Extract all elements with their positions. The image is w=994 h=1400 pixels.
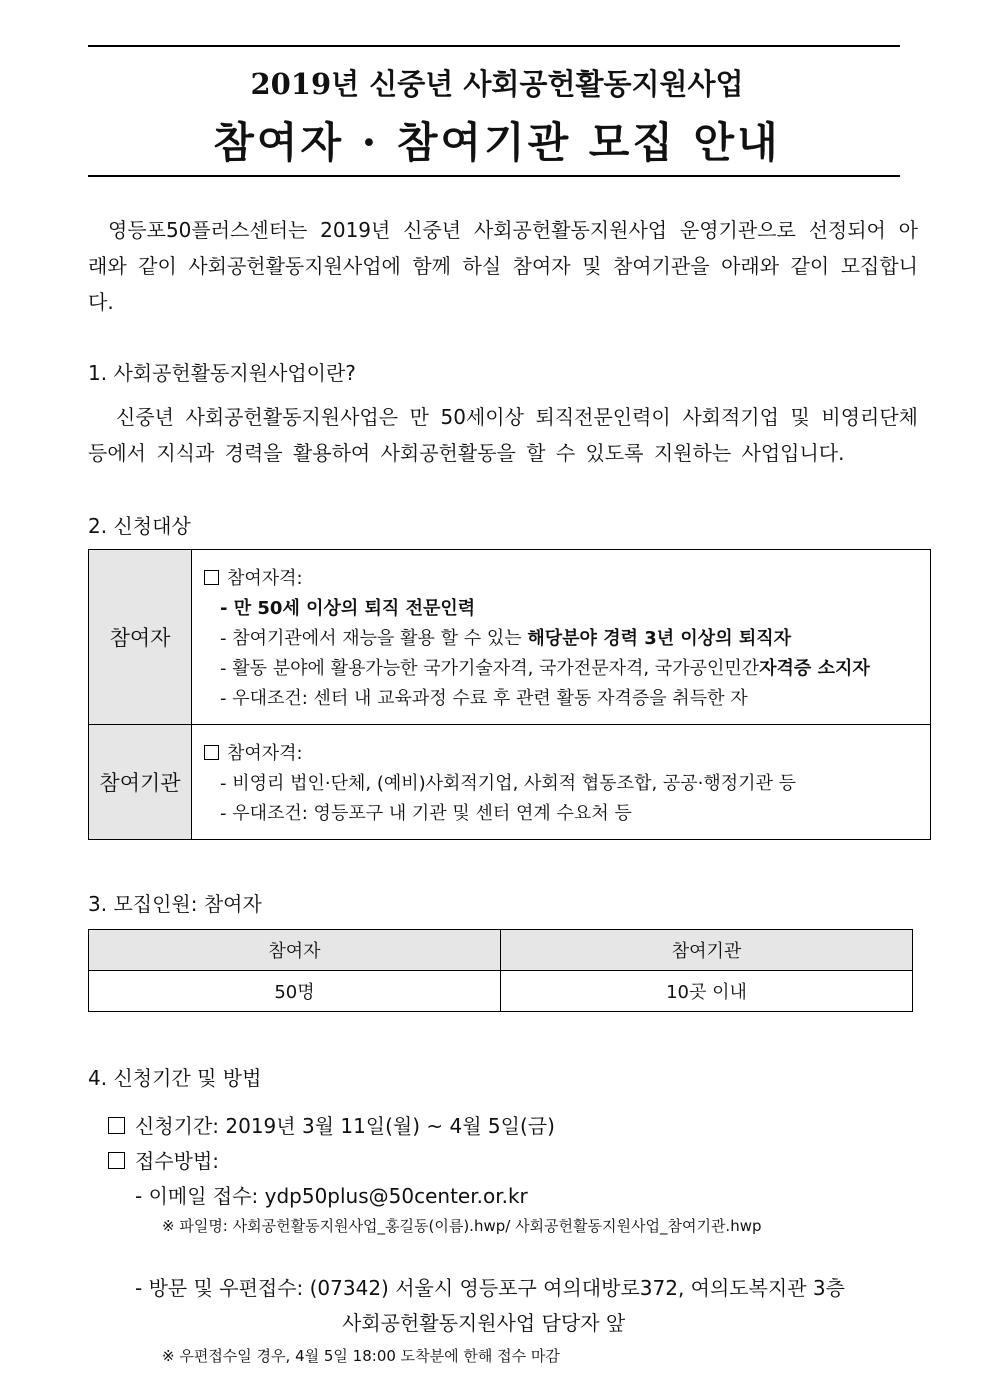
section4-heading: 4. 신청기간 및 방법 xyxy=(88,1066,262,1090)
recruitment-value-row xyxy=(89,971,913,1012)
checkbox-icon xyxy=(108,1152,125,1169)
email-note: ※ 파일명: 사회공헌활동지원사업_홍길동(이름).hwp/ 사회공헌활동지원사업_참여기관.hwp xyxy=(162,1217,762,1235)
org-item-2: - 우대조건: 영등포구 내 기관 및 센터 연계 수요처 등 xyxy=(220,803,632,824)
period-line: 신청기간: 2019년 3월 11일(월) ~ 4월 5일(금) xyxy=(108,1110,555,1139)
post-note: ※ 우편접수일 경우, 4월 5일 18:00 도착분에 한해 접수 마감 xyxy=(162,1347,560,1365)
col-org-header: 참여기관 xyxy=(501,930,913,971)
title-line-1: 2019년 신중년 사회공헌활동지원사업 xyxy=(250,67,744,101)
col-participant-header: 참여자 xyxy=(89,930,501,971)
org-qual: 참여자격: xyxy=(204,739,930,769)
org-item-1: - 비영리 법인·단체, (예비)사회적기업, 사회적 협동조합, 공공·행정기관 등 xyxy=(220,773,797,794)
recruitment-header-row xyxy=(89,930,913,971)
checkbox-icon xyxy=(204,570,219,585)
section1-body: 신중년 사회공헌활동지원사업은 만 50세이상 퇴직전문인력이 사회적기업 및 비영리단체 등에서 지식과 경력을 활용하여 사회공헌활동을 할 수 있도록 지원하는 사업입니다. xyxy=(88,405,918,465)
participant-item-2: - 참여기관에서 재능을 활용 할 수 있는 해당분야 경력 3년 이상의 퇴직자 xyxy=(220,628,792,649)
bottom-rule xyxy=(88,175,900,177)
checkbox-icon xyxy=(204,745,219,760)
participant-item-3: - 활동 분야에 활용가능한 국가기술자격, 국가전문자격, 국가공인민간자격증 소지자 xyxy=(220,658,870,679)
visit-line: - 방문 및 우편접수: (07342) 서울시 영등포구 여의대방로372, 여의도복지관 3층 xyxy=(135,1276,845,1300)
intro-paragraph: 영등포50플러스센터는 2019년 신중년 사회공헌활동지원사업 운영기관으로 선정되어 아래와 같이 사회공헌활동지원사업에 함께 하실 참여자 및 참여기관을 아래와 같이 모집합니다. xyxy=(88,218,918,314)
participant-item-4: - 우대조건: 센터 내 교육과정 수료 후 관련 활동 자격증을 취득한 자 xyxy=(220,688,748,709)
visit-line-2: 사회공헌활동지원사업 담당자 앞 xyxy=(342,1311,626,1335)
section1-heading: 1. 사회공헌활동지원사업이란? xyxy=(88,361,356,385)
org-count: 10곳 이내 xyxy=(501,971,913,1012)
recruitment-table xyxy=(88,929,913,1012)
method-line: 접수방법: xyxy=(108,1145,219,1174)
section2-heading: 2. 신청대상 xyxy=(88,514,191,538)
top-rule xyxy=(88,45,900,47)
participant-row xyxy=(89,550,931,725)
participant-label: 참여자 xyxy=(89,550,192,725)
eligibility-table xyxy=(88,549,931,840)
participant-qual: 참여자격: xyxy=(204,564,930,594)
participant-item-1: - 만 50세 이상의 퇴직 전문인력 xyxy=(220,598,476,619)
org-row xyxy=(89,725,931,840)
title-line-2: 참여자 · 참여기관 모집 안내 xyxy=(213,118,781,167)
section3-heading: 3. 모집인원: 참여자 xyxy=(88,892,262,916)
org-details xyxy=(192,725,931,840)
org-label: 참여기관 xyxy=(89,725,192,840)
participant-details xyxy=(192,550,931,725)
email-line: - 이메일 접수: ydp50plus@50center.or.kr xyxy=(135,1184,528,1208)
participant-count: 50명 xyxy=(89,971,501,1012)
checkbox-icon xyxy=(108,1117,125,1134)
